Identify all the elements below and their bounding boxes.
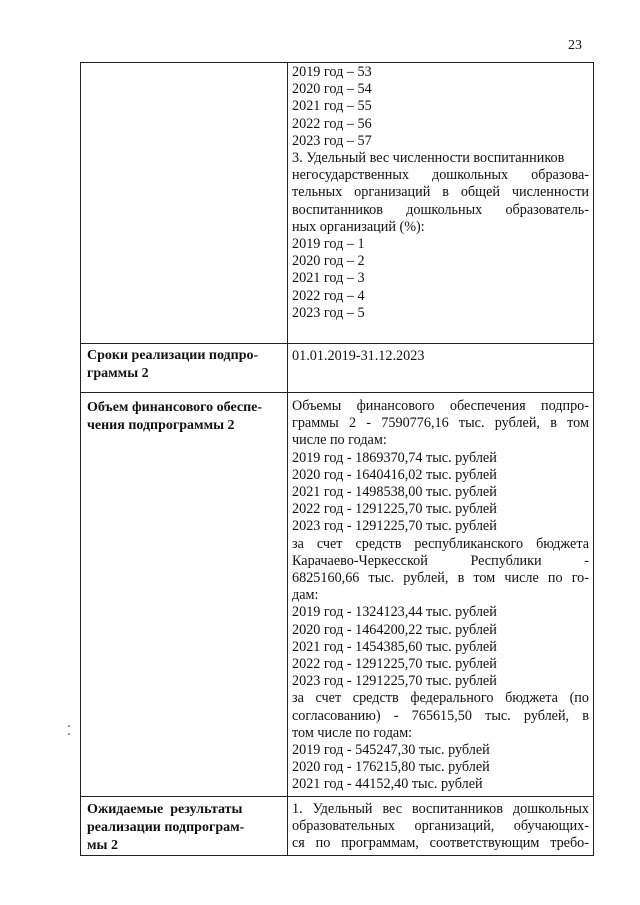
row-label-cell — [81, 63, 288, 344]
passport-table — [80, 62, 594, 856]
text-line: 2022 год – 4 — [292, 287, 365, 304]
table-row-period — [81, 344, 594, 393]
row-value-cell — [288, 63, 594, 344]
text-line: за счет средств республиканского бюджета — [292, 535, 589, 552]
text-line: 2019 год – 1 — [292, 236, 365, 253]
row-value-cell — [288, 393, 594, 797]
text-line: тельных организаций в общей численности — [292, 184, 589, 201]
label-line: Ожидаемые результаты — [87, 802, 243, 817]
label-line: реализации подпрограм- — [87, 820, 245, 835]
text-line: Карачаево-Черкесской Республики - — [292, 552, 589, 569]
table-row-financing — [81, 393, 594, 797]
text-line: Объемы финансового обеспечения подпро- — [292, 398, 589, 414]
row-label-cell — [81, 393, 288, 797]
text-line: 1. Удельный вес воспитанников дошкольных — [292, 801, 589, 817]
text-line: 2019 год - 1324123,44 тыс. рублей — [292, 604, 497, 621]
text-line: 2023 год – 5 — [292, 304, 365, 321]
table-row-indicators — [81, 63, 594, 344]
text-line: воспитанников дошкольных образователь- — [292, 201, 589, 218]
text-line: ных организаций (%): — [292, 218, 425, 235]
page-number: 23 — [568, 38, 582, 53]
text-line: 2022 год - 1291225,70 тыс. рублей — [292, 501, 497, 518]
text-line: том числе по годам: — [292, 724, 413, 741]
text-line: ся по программам, соответствующим требо- — [292, 835, 589, 852]
text-line: 2023 год - 1291225,70 тыс. рублей — [292, 518, 497, 535]
text-line: 2023 год – 57 — [292, 132, 372, 149]
text-line: 3. Удельный вес численности воспитанников — [292, 150, 565, 167]
row-value-cell — [288, 797, 594, 856]
text-line: 2019 год - 545247,30 тыс. рублей — [292, 742, 490, 759]
text-line: 2022 год - 1291225,70 тыс. рублей — [292, 656, 497, 673]
text-line: 2020 год – 2 — [292, 253, 365, 270]
text-line: числе по годам: — [292, 432, 387, 449]
text-line: 2021 год - 1498538,00 тыс. рублей — [292, 484, 497, 501]
text-line: 2023 год - 1291225,70 тыс. рублей — [292, 673, 497, 690]
scan-speckles — [68, 725, 72, 741]
text-line: дам: — [292, 587, 319, 604]
text-line: негосударственных дошкольных образова- — [292, 167, 589, 184]
table-row-results — [81, 797, 594, 856]
text-line: согласованию) - 765615,50 тыс. рублей, в — [292, 707, 589, 724]
text-line: 6825160,66 тыс. рублей, в том числе по го- — [292, 570, 589, 587]
text-line: за счет средств федерального бюджета (по — [292, 690, 589, 707]
text-line: 2021 год – 55 — [292, 98, 372, 115]
row-label-cell — [81, 344, 288, 393]
text-line: 2021 год - 1454385,60 тыс. рублей — [292, 638, 497, 655]
text-line: образовательных организаций, обучающих- — [292, 818, 589, 835]
label-line: чения подпрограммы 2 — [87, 418, 235, 433]
text-line: 2020 год – 54 — [292, 81, 372, 98]
text-line: 2019 год – 53 — [292, 64, 372, 80]
row-label-cell — [81, 797, 288, 856]
text-line: 2020 год - 1640416,02 тыс. рублей — [292, 466, 497, 483]
text-line: 2020 год - 1464200,22 тыс. рублей — [292, 621, 497, 638]
text-line: 01.01.2019-31.12.2023 — [292, 348, 425, 364]
label-line: граммы 2 — [87, 366, 149, 381]
text-line: 2022 год – 56 — [292, 115, 372, 132]
text-line: 2020 год - 176215,80 тыс. рублей — [292, 759, 490, 776]
text-line: граммы 2 - 7590776,16 тыс. рублей, в том — [292, 415, 589, 432]
label-line: Объем финансового обеспе- — [87, 400, 263, 415]
text-line: 2021 год - 44152,40 тыс. рублей — [292, 776, 483, 793]
row-value-cell — [288, 344, 594, 393]
label-line: Сроки реализации подпро- — [87, 348, 259, 363]
text-line: 2021 год – 3 — [292, 270, 365, 287]
text-line: 2019 год - 1869370,74 тыс. рублей — [292, 449, 497, 466]
label-line: мы 2 — [87, 838, 118, 853]
